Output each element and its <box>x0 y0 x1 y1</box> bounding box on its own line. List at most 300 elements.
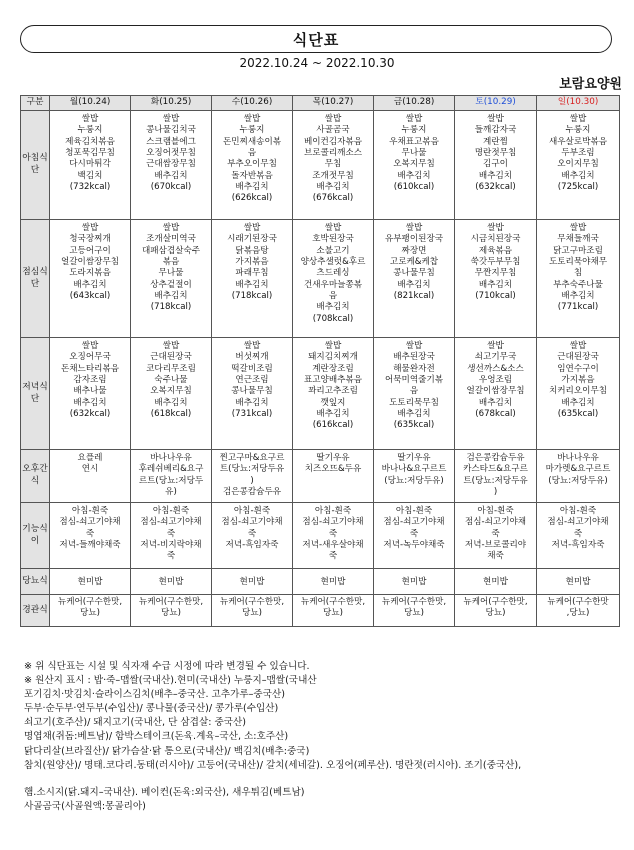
menu-item: 누룽지 <box>239 125 265 136</box>
menu-item: 쌀밥 <box>569 114 587 124</box>
menu-item: 고등어구이 <box>69 245 111 256</box>
menu-item: (725kcal) <box>557 182 599 193</box>
menu-item: 돼지김치찌개 <box>308 352 358 363</box>
menu-item: 호박된장국 <box>312 234 354 245</box>
menu-item: 부추오이무침 <box>227 159 277 170</box>
menu-cell-diabetes-wed <box>212 569 293 595</box>
menu-cell-dinner-sat <box>455 338 537 450</box>
menu-item: 치즈오뜨&두유 <box>304 464 362 475</box>
menu-cell-tube-sun <box>537 595 620 627</box>
menu-item: 쇠고기무국 <box>474 352 517 363</box>
menu-cell-diabetes-sun <box>537 569 620 595</box>
menu-cell-lunch-sat <box>455 220 537 338</box>
row-label-line: 식단 <box>30 266 48 289</box>
menu-item: 계란찜 <box>483 136 508 147</box>
menu-item: 뉴케어(구수한맛, <box>219 597 285 607</box>
menu-item: 쌀밥 <box>405 341 423 351</box>
menu-item: 배추김치 <box>561 397 595 408</box>
menu-cell-tube-thu <box>293 595 374 627</box>
note-line: ※ 위 식단표는 시설 및 식자재 수급 시정에 따라 변경될 수 있습니다. <box>24 661 310 672</box>
menu-item: 양상추샐럿&후르 <box>300 257 366 268</box>
row-label-tube <box>21 595 50 627</box>
menu-item: 침 <box>573 268 583 279</box>
menu-cell-dinner-thu <box>293 338 374 450</box>
menu-item: 무나물 <box>401 148 427 159</box>
menu-item: (710kcal) <box>475 291 516 302</box>
menu-item: 저녁-비지락야채 <box>140 540 202 551</box>
row-tube <box>21 595 620 627</box>
note-line <box>24 773 628 786</box>
note-line: 포기김치·맛김치·슬라이스김치(배추–중국산. 고추가루–중국산) <box>24 689 285 701</box>
menu-item: 점심-쇠고기야채 <box>140 517 202 528</box>
menu-item: 돌자반볶음 <box>231 170 273 181</box>
menu-cell-functional-mon <box>50 503 131 569</box>
page-title <box>20 25 612 53</box>
menu-item: (771kcal) <box>557 302 599 313</box>
menu-item: 현미밥 <box>320 576 346 587</box>
day-header-thu: 목(10.27) <box>293 96 374 111</box>
menu-item: 가지볶음 <box>561 375 595 386</box>
note-line: 사골곰국(사골원액:몽골리아) <box>24 800 146 812</box>
menu-item: 근대된장국 <box>557 352 599 363</box>
menu-item: 무나물 <box>158 268 184 279</box>
menu-cell-breakfast-tue <box>131 111 212 220</box>
menu-item: 베이컨김자볶음 <box>303 136 363 147</box>
row-label-line: 경관 <box>22 604 40 615</box>
menu-item: 아침-흰죽 <box>314 506 352 516</box>
row-label-dinner <box>21 338 50 450</box>
menu-item: 어묵미역줄기볶 <box>384 375 444 386</box>
menu-item: 배추김치 <box>478 279 513 290</box>
menu-cell-dinner-fri <box>374 338 455 450</box>
menu-item: 죽 <box>573 528 583 539</box>
menu-item: 배추나물 <box>73 386 107 397</box>
menu-item: 코다리무조림 <box>146 363 196 374</box>
corner-header: 구분 <box>21 96 50 111</box>
menu-item: 대패삼겹살숙주 <box>141 245 201 256</box>
menu-item: 아침-흰죽 <box>233 506 271 516</box>
menu-item: 청국장찌개 <box>69 234 111 245</box>
menu-item: (616kcal) <box>312 420 354 431</box>
menu-item: 저녁-브로콜리야 <box>464 540 527 551</box>
menu-item: 현미밥 <box>77 576 103 587</box>
menu-item: 감자조림 <box>73 375 107 386</box>
note-line: 닭다리살(브라질산)/ 닭가슴살·닭 통으로(국내산)/ 백김치(배추:중국) <box>24 745 310 757</box>
menu-item: (632kcal) <box>69 409 111 420</box>
row-diabetes <box>21 569 620 595</box>
row-label-line: 식단 <box>30 381 48 404</box>
menu-item: 카스타드&요구르 <box>463 464 528 475</box>
menu-item: 뉴케어(구수한맛, <box>463 597 528 607</box>
menu-item: 음 <box>409 386 419 397</box>
menu-item: 누룽지 <box>401 125 427 136</box>
menu-item: 상추겉절이 <box>150 279 192 290</box>
menu-cell-dinner-tue <box>131 338 212 450</box>
menu-cell-lunch-mon <box>50 220 131 338</box>
menu-cell-breakfast-thu <box>293 111 374 220</box>
menu-item: 청포묵김무침 <box>65 148 115 159</box>
menu-item: 요플레 <box>77 453 103 463</box>
menu-item: 유) <box>165 487 177 498</box>
menu-item: 건새우마늘쫑볶 <box>303 279 363 290</box>
page-title-text: 식단표 <box>292 30 340 49</box>
menu-cell-lunch-wed <box>212 220 293 338</box>
day-header-sat: 토(10.29) <box>455 96 537 111</box>
menu-item: 현미밥 <box>158 576 184 587</box>
row-label-line: 식단 <box>30 153 48 175</box>
menu-cell-tube-tue <box>131 595 212 627</box>
menu-item: 쌀밥 <box>81 341 99 351</box>
menu-item: 무침 <box>324 159 342 170</box>
menu-item: 유부팽이된장국 <box>384 234 444 245</box>
day-header-sun: 일(10.30) <box>537 96 620 111</box>
menu-item: 우채표고볶음 <box>389 136 439 147</box>
menu-item: 계란장조림 <box>312 363 354 374</box>
menu-item: 딸기우유 <box>397 453 431 463</box>
menu-item: 배추김치 <box>478 397 513 408</box>
menu-item: 쌀밥 <box>405 223 423 233</box>
menu-item: (732kcal) <box>69 182 111 193</box>
menu-item: 짜장면 <box>401 245 427 256</box>
menu-item: 아침-흰죽 <box>152 506 190 516</box>
menu-cell-breakfast-sat <box>455 111 537 220</box>
menu-item: 아침-흰죽 <box>477 506 514 516</box>
menu-cell-breakfast-fri <box>374 111 455 220</box>
note-line: 두부·순두부·연두부(수입산)/ 콩나물(중국산)/ 콩가루(수입산) <box>24 703 279 715</box>
menu-item: 콩나물무침 <box>393 268 435 279</box>
menu-item: 조개살미역국 <box>146 234 196 245</box>
menu-item: 배추김치 <box>235 279 269 290</box>
menu-item: 배추김치 <box>561 170 595 181</box>
menu-item: 고로케&케찹 <box>389 257 439 268</box>
menu-item: 점심-쇠고기야채 <box>59 517 121 528</box>
menu-cell-snack-thu <box>293 450 374 503</box>
menu-item: 죽 <box>328 551 338 562</box>
menu-item: 누룽지 <box>565 125 591 136</box>
menu-item: 쌀밥 <box>405 114 423 124</box>
menu-cell-snack-sun <box>537 450 620 503</box>
menu-item: 오징어무국 <box>69 352 111 363</box>
row-label-line: 당뇨 <box>22 575 40 586</box>
menu-item: 근대쌈장무침 <box>146 159 196 170</box>
menu-item: 당뇨) <box>242 608 262 619</box>
menu-cell-snack-wed <box>212 450 293 503</box>
menu-cell-dinner-wed <box>212 338 293 450</box>
menu-item: 버섯찌개 <box>235 352 269 363</box>
menu-item: 근대된장국 <box>150 352 192 363</box>
note-line: 쇠고기(호주산)/ 돼지고기(국내산, 단 삼겹살: 중국산) <box>24 717 247 729</box>
menu-item: ,당뇨) <box>566 608 590 619</box>
menu-item: 돈채느타리볶음 <box>60 363 120 374</box>
menu-item: 콩나물무침 <box>231 386 273 397</box>
menu-cell-diabetes-fri <box>374 569 455 595</box>
row-label-line: 식 <box>39 575 48 586</box>
menu-item: 제육볶음 <box>478 245 513 256</box>
meal-table <box>20 95 620 627</box>
menu-item: 치커리오이무침 <box>548 386 608 397</box>
menu-item: 아침-흰죽 <box>71 506 109 516</box>
menu-item: 죽 <box>328 528 338 539</box>
menu-item: 연근조림 <box>235 375 269 386</box>
menu-cell-snack-sat <box>455 450 537 503</box>
menu-item: 무채들깨국 <box>557 234 599 245</box>
menu-item: 조개젓무침 <box>312 170 354 181</box>
menu-item: 뉴케어(구수한맛 <box>547 597 609 607</box>
menu-item: 아침-흰죽 <box>395 506 433 516</box>
menu-item: 쌀밥 <box>162 223 180 233</box>
menu-item: 시래기된장국 <box>227 234 277 245</box>
menu-cell-lunch-thu <box>293 220 374 338</box>
menu-item: 저녁-녹두야채죽 <box>383 540 445 551</box>
menu-item: 배추김치 <box>397 409 431 420</box>
menu-item: (718kcal) <box>150 302 192 313</box>
menu-cell-tube-sat <box>455 595 537 627</box>
menu-item: 배추김치 <box>235 182 269 193</box>
menu-item: 찐고구마&요구르 <box>219 453 285 463</box>
menu-cell-functional-tue <box>131 503 212 569</box>
menu-item: 바나나&요구르트 <box>381 464 447 475</box>
menu-cell-diabetes-sat <box>455 569 537 595</box>
menu-item: 검은콩캄슘두유 <box>222 487 282 498</box>
menu-item: 브로콜리깨소스 <box>303 148 363 159</box>
menu-item: 쌀밥 <box>243 114 261 124</box>
menu-item: 오징어젓무침 <box>146 148 196 159</box>
menu-item: 닭고구마조림 <box>553 245 603 256</box>
row-label-line: 저녁 <box>22 381 40 392</box>
menu-item: 죽 <box>491 528 500 539</box>
row-label-snack <box>21 450 50 503</box>
menu-item: 쌀밥 <box>324 341 342 351</box>
menu-item: 쌀밥 <box>324 223 342 233</box>
menu-item: 도토리묵야채무 <box>548 257 608 268</box>
menu-item: 저녁-흑임자죽 <box>551 540 605 551</box>
menu-item: 얼갈이쌈장무침 <box>60 257 120 268</box>
menu-item: 죽 <box>166 551 176 562</box>
menu-item: ) <box>493 487 498 498</box>
menu-item: 표고양배추볶음 <box>303 375 363 386</box>
menu-cell-snack-tue <box>131 450 212 503</box>
menu-item: (610kcal) <box>393 182 435 193</box>
day-header-mon: 월(10.24) <box>50 96 131 111</box>
menu-item: 오이지무침 <box>557 159 599 170</box>
menu-item: 뉴케어(구수한맛, <box>381 597 447 607</box>
row-functional <box>21 503 620 569</box>
menu-item: 백김치 <box>77 170 103 181</box>
menu-item: 배추김치 <box>316 409 350 420</box>
row-breakfast <box>21 111 620 220</box>
menu-cell-functional-wed <box>212 503 293 569</box>
menu-item: 배추김치 <box>316 302 350 313</box>
row-label-line: 아침 <box>22 153 40 164</box>
menu-item: 다시마튀각 <box>69 159 111 170</box>
menu-item: 뉴케어(구수한맛, <box>57 597 123 607</box>
menu-item: (당뇨:저당두유) <box>384 475 444 486</box>
menu-item: 배추김치 <box>397 170 431 181</box>
menu-item: 당뇨) <box>404 608 424 619</box>
menu-item: 쌀밥 <box>569 223 587 233</box>
menu-cell-functional-fri <box>374 503 455 569</box>
menu-cell-dinner-sun <box>537 338 620 450</box>
menu-item: 당뇨) <box>161 608 181 619</box>
menu-item: (635kcal) <box>557 409 599 420</box>
menu-item: (670kcal) <box>150 182 192 193</box>
menu-item: 연시 <box>81 464 99 475</box>
note-line: 명엽채(쥐돔:베트남)/ 함박스테이크(돈육.계육–국산, 소:호주산) <box>24 731 289 743</box>
menu-item: 점심-쇠고기야채 <box>464 517 527 528</box>
menu-item: 새우살로박볶음 <box>548 136 608 147</box>
menu-item: 무짠지무침 <box>474 268 517 279</box>
menu-item: (718kcal) <box>231 291 273 302</box>
menu-cell-functional-thu <box>293 503 374 569</box>
row-label-diabetes <box>21 569 50 595</box>
menu-item: 점심-쇠고기야채 <box>547 517 609 528</box>
menu-item: 배추김치 <box>154 291 188 302</box>
menu-item: (당뇨:저당두유) <box>548 475 608 486</box>
menu-item: 소불고기 <box>316 245 350 256</box>
note-line: 햄.소시지(닭.돼지–국내산). 베이컨(돈육:외국산), 새우튀김(베트남) <box>24 786 305 798</box>
menu-item: 쌀밥 <box>487 341 504 351</box>
menu-item: (643kcal) <box>69 291 111 302</box>
header-row <box>21 96 620 111</box>
menu-item: 임연수구이 <box>557 363 599 374</box>
row-label-line: 기능 <box>22 523 40 534</box>
menu-item: 저녁-들깨야채죽 <box>59 540 121 551</box>
menu-item: 시금치된장국 <box>470 234 521 245</box>
menu-item: 딸기우유 <box>316 453 350 463</box>
day-header-tue: 화(10.25) <box>131 96 212 111</box>
menu-item: 파래무침 <box>235 268 269 279</box>
menu-cell-breakfast-sun <box>537 111 620 220</box>
menu-item: 도라지볶음 <box>69 268 111 279</box>
menu-cell-functional-sat <box>455 503 537 569</box>
menu-item: 죽 <box>247 528 257 539</box>
menu-item: 얼갈이쌈장무침 <box>466 386 525 397</box>
menu-item: 해물완자전 <box>393 363 435 374</box>
menu-item: 명란젓무침 <box>474 148 517 159</box>
menu-item: 바나나우유 <box>150 453 192 463</box>
day-header-fri: 금(10.28) <box>374 96 455 111</box>
menu-item: 배추김치 <box>397 279 431 290</box>
menu-item: 배추된장국 <box>393 352 435 363</box>
menu-item: (626kcal) <box>231 193 273 204</box>
menu-item: (678kcal) <box>475 409 516 420</box>
row-snack <box>21 450 620 503</box>
menu-cell-functional-sun <box>537 503 620 569</box>
row-label-line: 점심 <box>22 266 40 277</box>
menu-item: 당뇨) <box>485 608 506 619</box>
menu-item: 콩나물김치국 <box>146 125 196 136</box>
row-label-line: 식 <box>39 604 48 615</box>
menu-item: 꽈리고추조림 <box>308 386 358 397</box>
menu-item: 돈민찌새송이볶 <box>222 136 282 147</box>
menu-item: 음 <box>247 148 257 159</box>
menu-item: 들깨감자국 <box>474 125 517 136</box>
menu-item: 볶음 <box>162 257 180 268</box>
menu-item: 현미밥 <box>483 576 508 587</box>
menu-item: 생선까스&소스 <box>467 363 524 374</box>
menu-item: 쌀밥 <box>162 114 180 124</box>
menu-item: 배추김치 <box>235 397 269 408</box>
menu-item: 배추김치 <box>73 279 107 290</box>
menu-item: 점심-쇠고기야채 <box>221 517 283 528</box>
menu-item: 닭볶음탕 <box>235 245 269 256</box>
menu-item: 채죽 <box>487 551 504 562</box>
menu-item: (731kcal) <box>231 409 273 420</box>
menu-item: ) <box>250 475 254 486</box>
menu-item: (708kcal) <box>312 313 354 324</box>
menu-cell-diabetes-mon <box>50 569 131 595</box>
row-label-line: 오후 <box>22 464 40 475</box>
menu-item: 숙주나물 <box>154 375 188 386</box>
menu-item: 쌀밥 <box>162 341 180 351</box>
menu-item: 저녁-새우살야채 <box>302 540 364 551</box>
menu-item: 르트(당뇨:저당두 <box>138 475 204 486</box>
menu-item: 오복지무침 <box>150 386 192 397</box>
menu-cell-lunch-fri <box>374 220 455 338</box>
menu-item: 쑥갓두부무침 <box>470 257 521 268</box>
menu-item: 배추김치 <box>316 182 350 193</box>
menu-item: (632kcal) <box>475 182 516 193</box>
note-line: ※ 원산지 표시 : 밥·죽–맵쌀(국내산).현미(국내산) 누룽지–맵쌀(국내산 <box>24 675 317 687</box>
menu-item: 뉴케어(구수한맛, <box>300 597 366 607</box>
menu-item: 부추숙주나물 <box>553 279 603 290</box>
menu-item: 점심-쇠고기야채 <box>383 517 445 528</box>
menu-item: 현미밥 <box>401 576 427 587</box>
row-label-breakfast <box>21 111 50 220</box>
row-dinner <box>21 338 620 450</box>
menu-item: 저녁-흑임자죽 <box>225 540 279 551</box>
menu-item: 당뇨) <box>323 608 343 619</box>
menu-item: 트(당뇨:저당두유 <box>463 475 528 486</box>
menu-item: 바나나우유 <box>557 453 599 463</box>
day-header-wed: 수(10.26) <box>212 96 293 111</box>
menu-cell-diabetes-thu <box>293 569 374 595</box>
menu-item: 배추김치 <box>154 170 188 181</box>
menu-item: 쌀밥 <box>487 114 504 124</box>
menu-item: 쌀밥 <box>81 223 99 233</box>
menu-item: 죽 <box>166 528 176 539</box>
menu-item: 배추김치 <box>73 397 107 408</box>
menu-cell-dinner-mon <box>50 338 131 450</box>
menu-item: (635kcal) <box>393 420 435 431</box>
organization-name: 보람요양원 <box>559 77 622 92</box>
row-label-line: 간식 <box>30 464 48 486</box>
menu-item: 당뇨) <box>80 608 100 619</box>
menu-item: 츠드레싱 <box>316 268 350 279</box>
menu-item: 누룽지 <box>77 125 103 136</box>
menu-item: 배추김치 <box>561 291 595 302</box>
menu-item: 트(당뇨:저당두유 <box>219 464 285 475</box>
row-label-line: 식이 <box>30 523 48 546</box>
menu-cell-lunch-sun <box>537 220 620 338</box>
menu-item: 스크램블에그 <box>146 136 196 147</box>
menu-item: 쌀밥 <box>487 223 504 233</box>
menu-item: 검은콩캄슘두유 <box>466 453 525 463</box>
menu-item: 죽 <box>409 528 419 539</box>
menu-item: (821kcal) <box>393 291 435 302</box>
menu-item: 음 <box>328 291 338 302</box>
menu-item: 현미밥 <box>239 576 265 587</box>
menu-item: 마가렛&요구르트 <box>545 464 611 475</box>
menu-cell-diabetes-tue <box>131 569 212 595</box>
menu-item: 깻잎지 <box>320 397 346 408</box>
menu-cell-breakfast-wed <box>212 111 293 220</box>
menu-item: 떡갈비조림 <box>231 363 273 374</box>
menu-item: 점심-쇠고기야채 <box>302 517 364 528</box>
menu-item: 오복지무침 <box>393 159 435 170</box>
menu-item: 쌀밥 <box>324 114 342 124</box>
menu-item: 김구이 <box>483 159 508 170</box>
